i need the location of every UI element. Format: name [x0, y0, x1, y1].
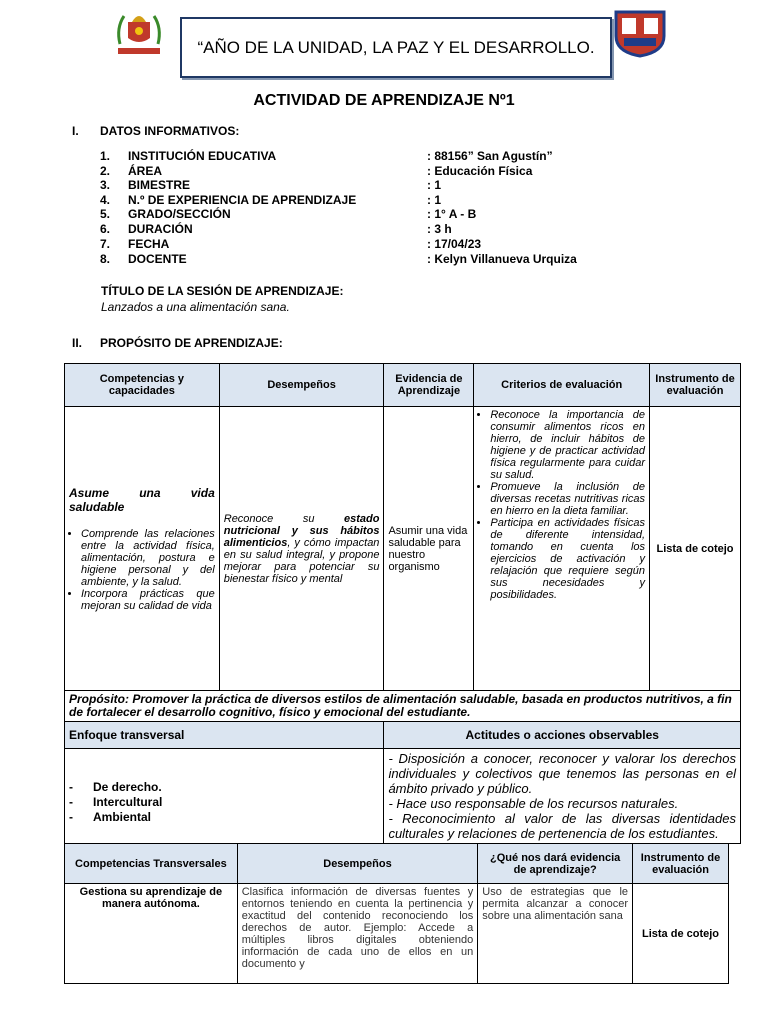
approach-item: - Ambiental	[69, 809, 152, 824]
info-value: : 1	[427, 178, 442, 192]
info-row	[100, 193, 700, 208]
purpose-text: Propósito: Promover la práctica de diversos estilos de alimentación saludable, basada en productos nutritivos, a fin de fortalecer el desarrollo cognitivo, físico y emocional del estudiante.	[65, 691, 741, 722]
section-number: I.	[72, 124, 79, 138]
performance-cell	[219, 407, 384, 691]
info-value: : 1	[427, 193, 442, 207]
purpose-row	[65, 691, 741, 722]
header-transversal-competences: Competencias Transversales	[65, 844, 238, 884]
criteria-item: • Reconoce la importancia de consumir alimentos ricos en hierro, de incluir hábitos de higiene y de practicar actividad física regularmente para cuidar su salud.	[490, 409, 645, 481]
info-value: : 88156” San Agustín”	[427, 149, 553, 163]
approach-header-row	[65, 722, 741, 749]
info-row	[100, 207, 700, 222]
criteria-item: • Participa en actividades físicas de diferente intensidad, tomando en cuenta los ejercicios de activación y relajación que requiere según sus necesidades y posibilidades.	[490, 517, 645, 601]
info-label: GRADO/SECCIÓN	[128, 207, 231, 221]
table-header-row	[65, 364, 741, 407]
info-number: 7.	[100, 237, 111, 251]
table-row	[65, 884, 729, 984]
header-evidence: Evidencia de Aprendizaje	[384, 364, 474, 407]
performance-text: , y cómo impactan en su salud integral, y propone mejorar para potenciar su bienestar físico y mental	[223, 536, 380, 585]
header-evidence: ¿Qué nos dará evidencia de aprendizaje?	[478, 844, 633, 884]
learning-purpose-table	[64, 363, 741, 844]
action-item: - Reconocimiento al valor de las diversas identidades culturales y relaciones de pertenencia de los estudiantes.	[388, 811, 736, 841]
actions-header: Actitudes o acciones observables	[384, 722, 741, 749]
approach-header: Enfoque transversal	[65, 722, 384, 749]
capacity-item: • Comprende las relaciones entre la actividad física, alimentación, postura e higiene personal y del ambiente, y la salud.	[81, 528, 215, 588]
document-title: ACTIVIDAD DE APRENDIZAJE Nº1	[253, 92, 515, 109]
info-label: N.º DE EXPERIENCIA DE APRENDIZAJE	[128, 193, 357, 207]
info-label: INSTITUCIÓN EDUCATIVA	[128, 149, 277, 163]
transversal-competences-table	[64, 843, 729, 984]
competence-title: Asume una vida saludable	[69, 485, 215, 514]
instrument-cell: Lista de cotejo	[633, 884, 729, 984]
info-number: 3.	[100, 178, 111, 192]
info-label: DURACIÓN	[128, 222, 193, 236]
table-row	[65, 407, 741, 691]
evidence-cell: Uso de estrategias que le permita alcanzar a conocer sobre una alimentación sana	[478, 884, 633, 984]
criteria-item: • Promueve la inclusión de diversas recetas nutritivas ricas en hierro en la dieta familiar.	[490, 481, 645, 517]
info-number: 8.	[100, 252, 111, 266]
info-row	[100, 237, 700, 252]
info-number: 5.	[100, 207, 111, 221]
info-value: : Kelyn Villanueva Urquiza	[427, 252, 577, 266]
competence-cell: Gestiona su aprendizaje de manera autónoma.	[65, 884, 238, 984]
header-performances: Desempeños	[219, 364, 384, 407]
info-row	[100, 178, 700, 193]
info-row	[100, 149, 700, 164]
approach-row	[65, 749, 741, 844]
capacity-item: • Incorpora prácticas que mejoran su calidad de vida	[81, 588, 215, 612]
approach-cell	[65, 749, 384, 844]
school-logo-left	[110, 8, 168, 58]
info-row	[100, 164, 700, 179]
header-criteria: Criterios de evaluación	[474, 364, 650, 407]
year-motto: “AÑO DE LA UNIDAD, LA PAZ Y EL DESARROLLO.	[180, 17, 612, 78]
info-label: DOCENTE	[128, 252, 187, 266]
info-value: : 17/04/23	[427, 237, 482, 251]
info-number: 4.	[100, 193, 111, 207]
section-1-heading	[72, 124, 372, 140]
table-header-row	[65, 844, 729, 884]
info-value: : 3 h	[427, 222, 452, 236]
info-label: ÁREA	[128, 164, 163, 178]
school-logo-right	[610, 8, 670, 58]
info-row	[100, 252, 700, 267]
section-label: DATOS INFORMATIVOS:	[100, 124, 240, 138]
info-number: 2.	[100, 164, 111, 178]
actions-cell	[384, 749, 741, 844]
info-number: 1.	[100, 149, 111, 163]
session-title-label: TÍTULO DE LA SESIÓN DE APRENDIZAJE:	[101, 284, 344, 298]
performance-text: Reconoce su	[223, 512, 344, 525]
header-competences: Competencias y capacidades	[65, 364, 220, 407]
section-2-heading	[72, 336, 372, 352]
action-item: - Hace uso responsable de los recursos naturales.	[388, 796, 679, 811]
criteria-cell	[474, 407, 650, 691]
action-item: - Disposición a conocer, reconocer y valorar los derechos individuales y colectivos que tenemos las personas en el ámbito privado y público.	[388, 751, 736, 796]
session-title: Lanzados a una alimentación sana.	[101, 300, 290, 314]
instrument-cell: Lista de cotejo	[650, 407, 741, 691]
header-performances: Desempeños	[237, 844, 478, 884]
header-instrument: Instrumento de evaluación	[650, 364, 741, 407]
section-number: II.	[72, 336, 83, 350]
performance-cell: Clasifica información de diversas fuentes y entornos teniendo en cuenta la pertinencia y exactitud del contenido reconociendo los derechos de autor. Ejemplo: Accede a múltiples libros digitales obteniendo información de cada uno de ellos en un documento y	[237, 884, 478, 984]
info-value: : 1° A - B	[427, 207, 477, 221]
info-label: FECHA	[128, 237, 170, 251]
evidence-cell: Asumir una vida saludable para nuestro organismo	[384, 407, 474, 691]
performance-highlight: estado nutricional y sus hábitos alimenticios	[223, 512, 380, 549]
section-label: PROPÓSITO DE APRENDIZAJE:	[100, 336, 283, 350]
info-value: : Educación Física	[427, 164, 533, 178]
approach-item: - De derecho.	[69, 779, 162, 794]
competence-cell	[65, 407, 220, 691]
info-number: 6.	[100, 222, 111, 236]
info-label: BIMESTRE	[128, 178, 191, 192]
approach-item: - Intercultural	[69, 794, 163, 809]
info-row	[100, 222, 700, 237]
header-instrument: Instrumento de evaluación	[633, 844, 729, 884]
